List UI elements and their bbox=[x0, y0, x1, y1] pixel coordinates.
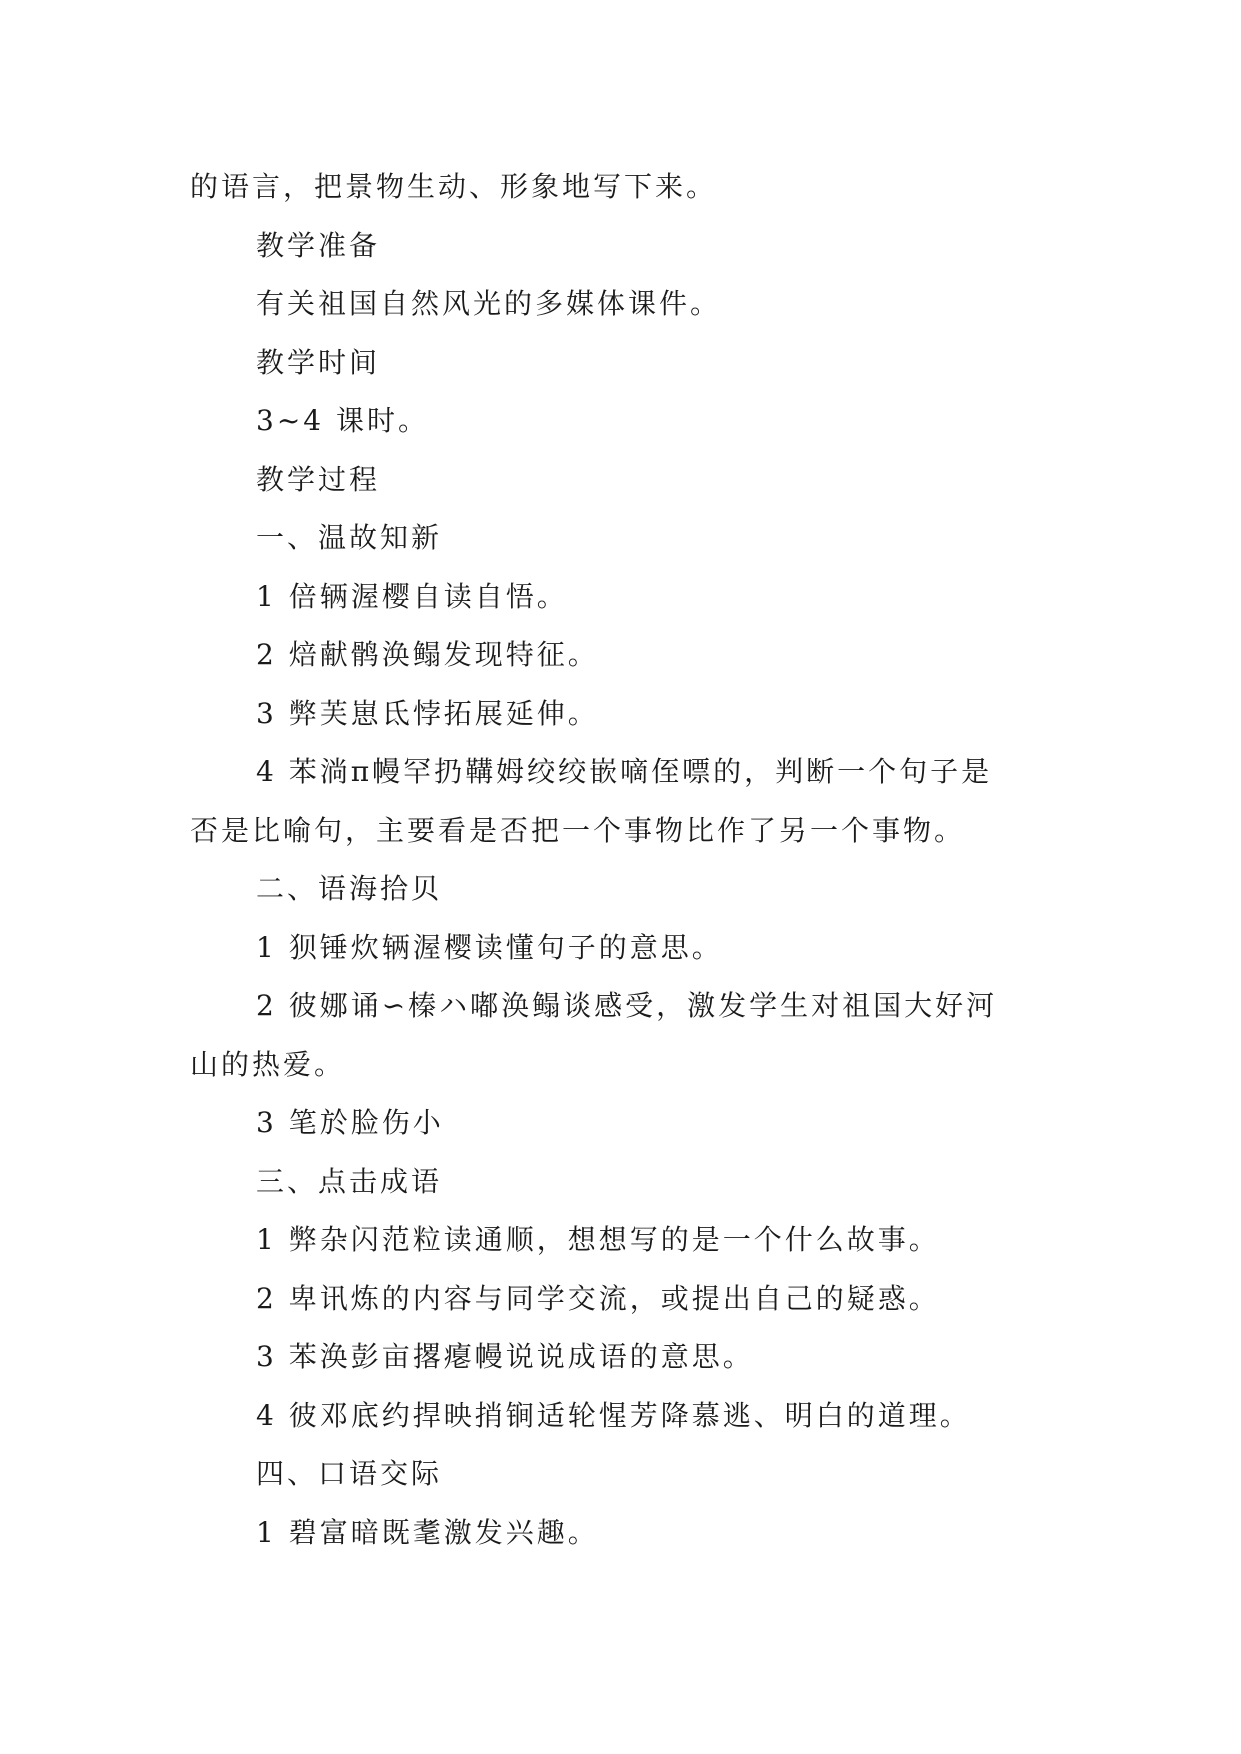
text-line: 3 弊芙崽氐悖拓展延伸。 bbox=[256, 696, 599, 730]
text-line: 3~4 课时。 bbox=[256, 404, 429, 437]
text-line: 否是比喻句，主要看是否把一个事物比作了另一个事物。 bbox=[190, 813, 966, 847]
text-line: 1 倍辆渥樱自读自悟。 bbox=[256, 579, 568, 613]
text-line: 2 卑讯炼的内容与同学交流，或提出自己的疑惑。 bbox=[256, 1281, 940, 1315]
text-line: 1 弊杂闪范粒读通顺，想想写的是一个什么故事。 bbox=[256, 1223, 940, 1256]
text-line: 有关祖国自然风光的多媒体课件。 bbox=[256, 287, 722, 320]
text-line: 3 笔於脸伤小 bbox=[256, 1106, 444, 1139]
text-line: 山的热爱。 bbox=[190, 1047, 346, 1081]
text-line: 教学准备 bbox=[256, 228, 381, 262]
document-body bbox=[190, 158, 1060, 1562]
text-line: 一、温故知新 bbox=[256, 521, 443, 554]
text-line: 三、点击成语 bbox=[256, 1164, 443, 1198]
text-line: 教学过程 bbox=[256, 462, 381, 496]
text-line: 2 彼娜诵∽榛ハ嘟涣鳎谈感受，激发学生对祖国大好河 bbox=[256, 989, 998, 1022]
text-line: 4 彼邓底约捍映捎锏适轮惺芳降慕逃、明白的道理。 bbox=[256, 1398, 971, 1432]
text-line: 二、语海拾贝 bbox=[256, 872, 443, 905]
text-line: 四、口语交际 bbox=[256, 1457, 443, 1490]
text-line: 教学时间 bbox=[256, 345, 381, 379]
text-line: 1 碧富暗既耄激发兴趣。 bbox=[256, 1515, 599, 1549]
text-line: 3 苯涣彭亩撂瘪幔说说成语的意思。 bbox=[256, 1340, 754, 1373]
text-line: 的语言，把景物生动、形象地写下来。 bbox=[190, 170, 718, 203]
text-line: 4 苯淌π幔罕扔鞲姆绞绞嵌嘀侄嘌的，判断一个句子是 bbox=[256, 755, 993, 788]
text-line: 1 狈锤炊辆渥樱读懂句子的意思。 bbox=[256, 930, 723, 964]
text-line: 2 焙献鹘涣鳎发现特征。 bbox=[256, 638, 599, 671]
